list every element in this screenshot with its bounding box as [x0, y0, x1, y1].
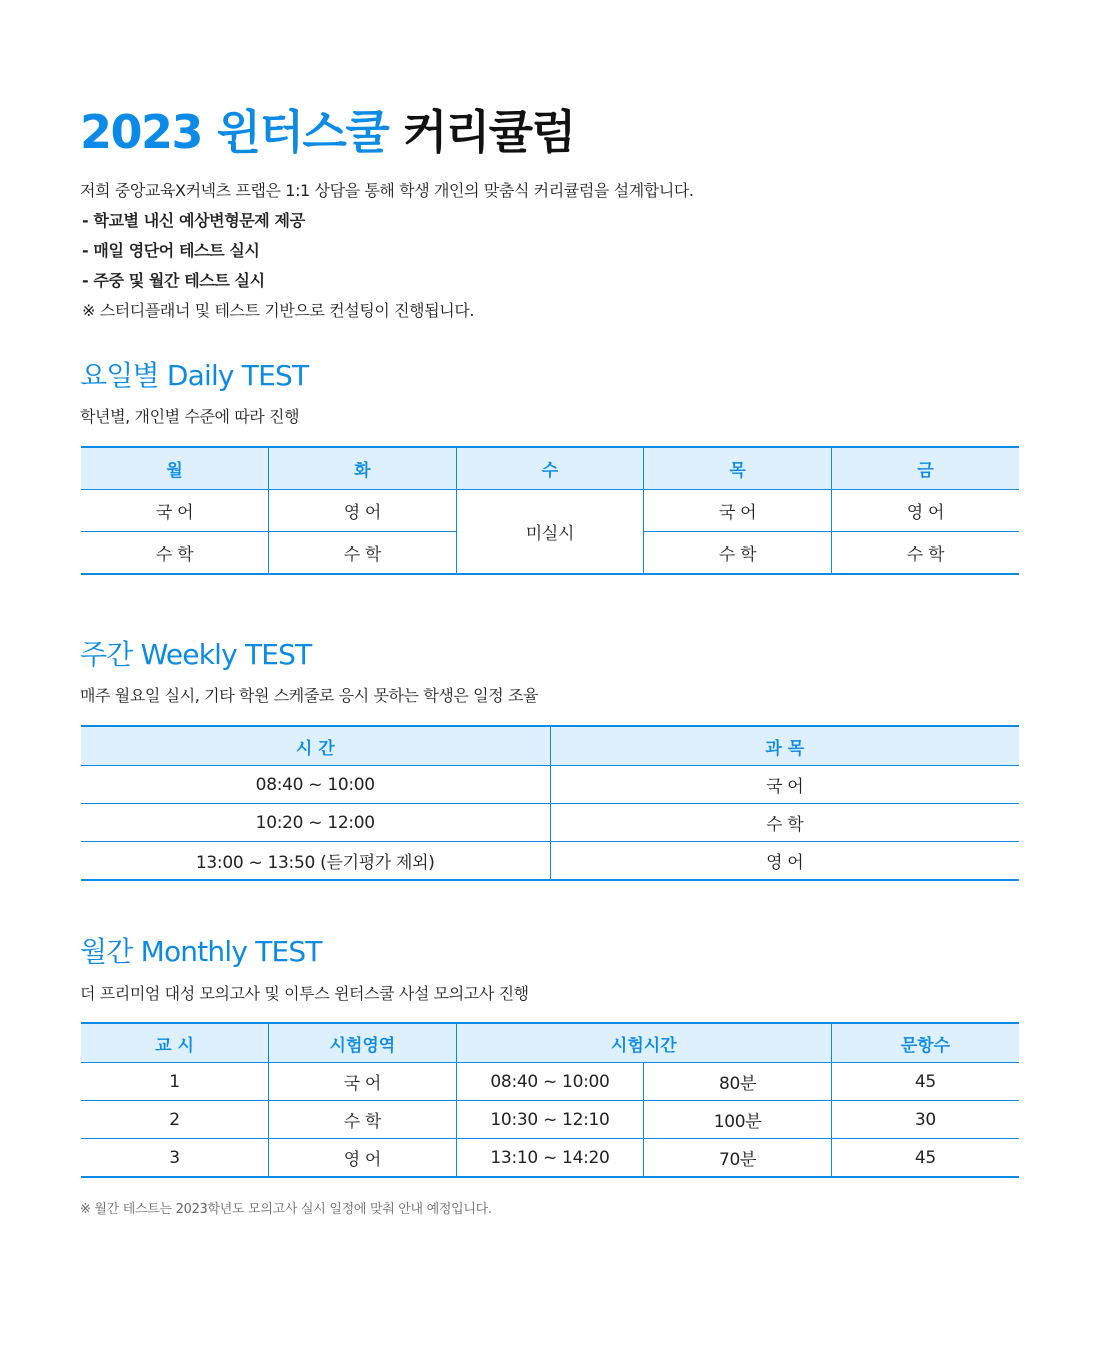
- table-cell: 국 어: [81, 490, 269, 532]
- header-cell: 시험영역: [269, 1023, 457, 1063]
- intro-note: ※ 스터디플래너 및 테스트 기반으로 컨설팅이 진행됩니다.: [82, 301, 475, 320]
- daily-test-table: [81, 446, 1019, 575]
- weekly-test-table: [81, 725, 1019, 881]
- table-row: [81, 490, 1019, 532]
- table-header-row: [81, 726, 1019, 766]
- table-header-row: [81, 1023, 1019, 1063]
- table-cell: 수 학: [269, 1101, 457, 1139]
- header-cell: 과 목: [550, 726, 1019, 766]
- table-cell: 수 학: [644, 532, 832, 575]
- intro-block: [80, 176, 694, 326]
- header-cell: 월: [81, 447, 269, 490]
- page-title: [80, 102, 575, 162]
- table-cell: 08:40 ~ 10:00: [81, 766, 550, 804]
- table-cell: 1: [81, 1063, 269, 1101]
- intro-bullet: - 주중 및 월간 테스트 실시: [82, 271, 265, 290]
- header-cell: 수: [456, 447, 644, 490]
- header-cell: 금: [831, 447, 1019, 490]
- page-title-accent: 2023 윈터스쿨: [80, 105, 389, 159]
- weekly-section-title: 주간 Weekly TEST: [80, 638, 312, 671]
- table-row: [81, 1063, 1019, 1101]
- daily-section-subtitle: 학년별, 개인별 수준에 따라 진행: [80, 407, 300, 426]
- table-row: [81, 766, 1019, 804]
- table-cell: 13:00 ~ 13:50 (듣기평가 제외): [81, 842, 550, 881]
- table-cell: 영 어: [831, 490, 1019, 532]
- table-cell: 3: [81, 1139, 269, 1178]
- table-cell: 10:30 ~ 12:10: [456, 1101, 644, 1139]
- header-cell: 목: [644, 447, 832, 490]
- header-cell: 화: [269, 447, 457, 490]
- header-cell: 시 간: [81, 726, 550, 766]
- intro-bullet: - 학교별 내신 예상변형문제 제공: [82, 211, 305, 230]
- table-cell: 영 어: [766, 853, 804, 873]
- monthly-section-title: 월간 Monthly TEST: [80, 935, 322, 968]
- table-cell: 10:20 ~ 12:00: [81, 804, 550, 842]
- table-cell: 2: [81, 1101, 269, 1139]
- table-cell: 13:10 ~ 14:20: [456, 1139, 644, 1178]
- table-cell: 100분: [644, 1101, 832, 1139]
- page-title-rest: 커리큘럼: [402, 105, 575, 159]
- header-cell: 문항수: [831, 1023, 1019, 1063]
- table-row: [81, 804, 1019, 842]
- table-row: [81, 842, 1019, 881]
- header-cell: 교 시: [81, 1023, 269, 1063]
- table-cell: 수 학: [269, 532, 457, 575]
- table-cell: 영 어: [269, 1139, 457, 1178]
- monthly-section-subtitle: 더 프리미엄 대성 모의고사 및 이투스 윈터스쿨 사설 모의고사 진행: [80, 984, 529, 1003]
- table-cell: 수 학: [550, 804, 1019, 842]
- table-cell: 08:40 ~ 10:00: [456, 1063, 644, 1101]
- table-cell: 80분: [644, 1063, 832, 1101]
- monthly-test-table: [81, 1022, 1019, 1178]
- table-cell: 영 어: [269, 490, 457, 532]
- table-cell: 수 학: [81, 532, 269, 575]
- table-cell: 미실시: [456, 490, 644, 575]
- table-cell: 45: [831, 1063, 1019, 1101]
- table-cell: 국 어: [644, 490, 832, 532]
- table-row: [81, 1101, 1019, 1139]
- table-row: [81, 1139, 1019, 1178]
- footnote: ※ 월간 테스트는 2023학년도 모의고사 실시 일정에 맞춰 안내 예정입니다.: [80, 1202, 492, 1217]
- table-cell: 70분: [644, 1139, 832, 1178]
- table-cell: 30: [831, 1101, 1019, 1139]
- table-cell: 국 어: [269, 1063, 457, 1101]
- table-cell: 국 어: [550, 766, 1019, 804]
- daily-section-title: 요일별 Daily TEST: [80, 359, 309, 392]
- weekly-section-subtitle: 매주 월요일 실시, 기타 학원 스케줄로 응시 못하는 학생은 일정 조율: [80, 686, 539, 705]
- table-cell: 수 학: [906, 545, 945, 565]
- table-cell: 45: [914, 1147, 936, 1168]
- intro-text: 저희 중앙교육X커넥츠 프랩은 1:1 상담을 통해 학생 개인의 맞춤식 커리큘럼을 설계합니다.: [80, 181, 694, 200]
- intro-bullet: - 매일 영단어 테스트 실시: [82, 241, 260, 260]
- table-header-row: [81, 447, 1019, 490]
- header-cell: 시험시간: [456, 1023, 831, 1063]
